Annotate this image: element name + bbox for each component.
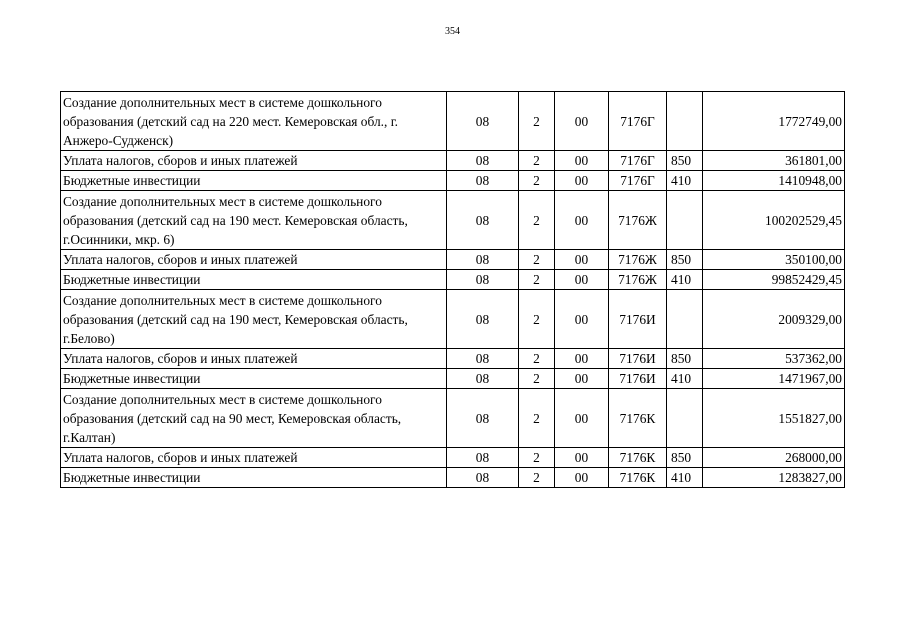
row-code-cell: 7176К bbox=[609, 448, 667, 468]
table-row bbox=[61, 448, 845, 468]
table-row bbox=[61, 250, 845, 270]
row-amount-cell: 1772749,00 bbox=[703, 92, 845, 151]
row-section-cell: 08 bbox=[447, 191, 519, 250]
row-amount-cell: 361801,00 bbox=[703, 151, 845, 171]
row-program-cell: 00 bbox=[555, 389, 609, 448]
row-name-cell: Бюджетные инвестиции bbox=[61, 171, 447, 191]
row-subsection-cell: 2 bbox=[519, 92, 555, 151]
row-program-cell: 00 bbox=[555, 369, 609, 389]
row-name-cell: Уплата налогов, сборов и иных платежей bbox=[61, 448, 447, 468]
row-section-cell: 08 bbox=[447, 349, 519, 369]
table-row bbox=[61, 270, 845, 290]
row-expense-type-cell bbox=[667, 389, 703, 448]
table-row bbox=[61, 171, 845, 191]
table-row bbox=[61, 151, 845, 171]
row-subsection-cell: 2 bbox=[519, 270, 555, 290]
row-expense-type-cell: 850 bbox=[667, 448, 703, 468]
row-code-cell: 7176Г bbox=[609, 171, 667, 191]
row-amount-cell: 1551827,00 bbox=[703, 389, 845, 448]
row-program-cell: 00 bbox=[555, 448, 609, 468]
row-program-cell: 00 bbox=[555, 270, 609, 290]
row-name-cell: Уплата налогов, сборов и иных платежей bbox=[61, 151, 447, 171]
table-row bbox=[61, 92, 845, 151]
row-subsection-cell: 2 bbox=[519, 369, 555, 389]
row-program-cell: 00 bbox=[555, 468, 609, 488]
row-section-cell: 08 bbox=[447, 270, 519, 290]
table-row bbox=[61, 191, 845, 250]
table-row bbox=[61, 290, 845, 349]
budget-table bbox=[60, 91, 845, 488]
row-section-cell: 08 bbox=[447, 250, 519, 270]
row-name-cell: Создание дополнительных мест в системе дошкольного образования (детский сад на 220 мест. Кемеровская обл., г. Анжеро-Судженск) bbox=[61, 92, 447, 151]
row-section-cell: 08 bbox=[447, 369, 519, 389]
row-name-cell: Бюджетные инвестиции bbox=[61, 270, 447, 290]
row-expense-type-cell bbox=[667, 191, 703, 250]
row-amount-cell: 100202529,45 bbox=[703, 191, 845, 250]
row-expense-type-cell bbox=[667, 290, 703, 349]
row-program-cell: 00 bbox=[555, 349, 609, 369]
row-amount-cell: 1283827,00 bbox=[703, 468, 845, 488]
row-subsection-cell: 2 bbox=[519, 349, 555, 369]
row-subsection-cell: 2 bbox=[519, 290, 555, 349]
row-amount-cell: 1471967,00 bbox=[703, 369, 845, 389]
row-code-cell: 7176Г bbox=[609, 92, 667, 151]
row-name-cell: Создание дополнительных мест в системе дошкольного образования (детский сад на 90 мест, Кемеровская область, г.Калтан) bbox=[61, 389, 447, 448]
row-section-cell: 08 bbox=[447, 290, 519, 349]
row-name-cell: Бюджетные инвестиции bbox=[61, 369, 447, 389]
row-section-cell: 08 bbox=[447, 468, 519, 488]
row-expense-type-cell: 850 bbox=[667, 151, 703, 171]
row-amount-cell: 350100,00 bbox=[703, 250, 845, 270]
row-section-cell: 08 bbox=[447, 171, 519, 191]
row-section-cell: 08 bbox=[447, 448, 519, 468]
row-amount-cell: 99852429,45 bbox=[703, 270, 845, 290]
row-subsection-cell: 2 bbox=[519, 250, 555, 270]
row-program-cell: 00 bbox=[555, 92, 609, 151]
row-program-cell: 00 bbox=[555, 290, 609, 349]
row-amount-cell: 1410948,00 bbox=[703, 171, 845, 191]
table-row bbox=[61, 389, 845, 448]
row-expense-type-cell bbox=[667, 92, 703, 151]
row-code-cell: 7176И bbox=[609, 290, 667, 349]
row-amount-cell: 268000,00 bbox=[703, 448, 845, 468]
row-code-cell: 7176Ж bbox=[609, 250, 667, 270]
row-section-cell: 08 bbox=[447, 389, 519, 448]
row-subsection-cell: 2 bbox=[519, 468, 555, 488]
row-code-cell: 7176К bbox=[609, 468, 667, 488]
row-subsection-cell: 2 bbox=[519, 151, 555, 171]
row-code-cell: 7176И bbox=[609, 369, 667, 389]
page-number: 354 bbox=[445, 26, 460, 37]
row-code-cell: 7176К bbox=[609, 389, 667, 448]
table-row bbox=[61, 369, 845, 389]
row-expense-type-cell: 410 bbox=[667, 270, 703, 290]
row-expense-type-cell: 850 bbox=[667, 250, 703, 270]
budget-table-body bbox=[61, 92, 845, 488]
row-section-cell: 08 bbox=[447, 92, 519, 151]
row-code-cell: 7176Г bbox=[609, 151, 667, 171]
table-row bbox=[61, 468, 845, 488]
row-name-cell: Уплата налогов, сборов и иных платежей bbox=[61, 250, 447, 270]
row-expense-type-cell: 410 bbox=[667, 369, 703, 389]
row-expense-type-cell: 410 bbox=[667, 468, 703, 488]
row-code-cell: 7176Ж bbox=[609, 191, 667, 250]
row-program-cell: 00 bbox=[555, 191, 609, 250]
row-name-cell: Бюджетные инвестиции bbox=[61, 468, 447, 488]
row-section-cell: 08 bbox=[447, 151, 519, 171]
table-row bbox=[61, 349, 845, 369]
row-expense-type-cell: 850 bbox=[667, 349, 703, 369]
row-expense-type-cell: 410 bbox=[667, 171, 703, 191]
row-name-cell: Создание дополнительных мест в системе дошкольного образования (детский сад на 190 мест. Кемеровская область, г.Осинники, мкр. 6) bbox=[61, 191, 447, 250]
row-name-cell: Уплата налогов, сборов и иных платежей bbox=[61, 349, 447, 369]
row-amount-cell: 2009329,00 bbox=[703, 290, 845, 349]
row-subsection-cell: 2 bbox=[519, 171, 555, 191]
row-subsection-cell: 2 bbox=[519, 389, 555, 448]
row-program-cell: 00 bbox=[555, 151, 609, 171]
row-code-cell: 7176Ж bbox=[609, 270, 667, 290]
row-program-cell: 00 bbox=[555, 250, 609, 270]
row-subsection-cell: 2 bbox=[519, 448, 555, 468]
row-code-cell: 7176И bbox=[609, 349, 667, 369]
row-program-cell: 00 bbox=[555, 171, 609, 191]
row-amount-cell: 537362,00 bbox=[703, 349, 845, 369]
row-subsection-cell: 2 bbox=[519, 191, 555, 250]
row-name-cell: Создание дополнительных мест в системе дошкольного образования (детский сад на 190 мест, Кемеровская область, г.Белово) bbox=[61, 290, 447, 349]
